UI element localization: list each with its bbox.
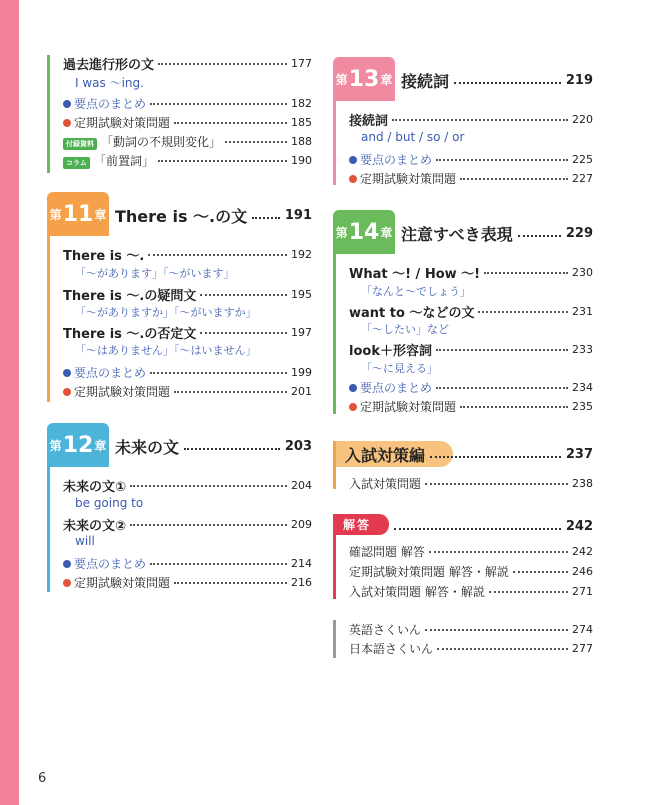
leader-dots xyxy=(460,178,568,180)
leader-dots xyxy=(150,563,287,565)
leader-dots xyxy=(174,582,287,584)
toc-entry[interactable]: 過去進行形の文 177 xyxy=(63,56,312,73)
leader-dots xyxy=(158,160,287,162)
toc-entry[interactable]: There is ～.の疑問文 195 xyxy=(63,287,312,304)
bullet-icon xyxy=(63,369,71,377)
side-color-bar xyxy=(0,0,19,805)
leader-dots xyxy=(252,217,280,219)
leader-dots xyxy=(460,406,568,408)
bullet-icon xyxy=(349,175,357,183)
chapter-11-title[interactable]: There is ～.の文 191 xyxy=(115,206,312,226)
leader-dots xyxy=(518,235,561,237)
toc-note: 「～がありますか」「～がいますか」 xyxy=(75,306,257,319)
bullet-icon xyxy=(63,579,71,587)
chapter-13-title[interactable]: 接続詞 219 xyxy=(401,71,593,91)
toc-note: 「～したい」など xyxy=(361,323,449,336)
page-ref: 177 xyxy=(291,56,312,70)
toc-entry[interactable]: 日本語さくいん 277 xyxy=(349,641,593,656)
toc-note: 「なんと～でしょう」 xyxy=(361,285,471,298)
section-bar xyxy=(333,620,336,658)
column-tag: コラム xyxy=(63,157,90,169)
page-number: 6 xyxy=(38,771,47,786)
section-bar xyxy=(47,236,50,402)
toc-entry[interactable]: 付録資料 「動詞の不規則変化」 188 xyxy=(63,132,312,150)
bullet-icon xyxy=(63,100,71,108)
toc-entry[interactable]: コラム 「前置詞」 190 xyxy=(63,151,312,169)
toc-entry[interactable]: 未来の文① 204 xyxy=(63,478,312,495)
toc-entry[interactable]: want to ～などの文 231 xyxy=(349,304,593,321)
toc-entry[interactable]: 定期試験対策問題 185 xyxy=(63,113,312,131)
leader-dots xyxy=(454,82,561,84)
leader-dots xyxy=(200,294,287,296)
leader-dots xyxy=(394,528,561,530)
toc-entry[interactable]: 未来の文② 209 xyxy=(63,517,312,534)
toc-entry[interactable]: 英語さくいん 274 xyxy=(349,622,593,637)
leader-dots xyxy=(436,159,568,161)
toc-entry[interactable]: 要点のまとめ 234 xyxy=(349,378,593,396)
chapter-12-badge: 第 12 章 xyxy=(47,423,109,467)
answers-title-row: 242 xyxy=(389,516,593,536)
leader-dots xyxy=(392,119,568,121)
leader-dots xyxy=(158,63,287,65)
leader-dots xyxy=(489,591,568,593)
leader-dots xyxy=(150,103,287,105)
toc-entry[interactable]: 定期試験対策問題 201 xyxy=(63,382,312,400)
chapter-14-badge: 第 14 章 xyxy=(333,210,395,254)
leader-dots xyxy=(148,254,287,256)
leader-dots xyxy=(174,391,287,393)
section-bar xyxy=(333,254,336,414)
bullet-icon xyxy=(349,403,357,411)
answers-header[interactable]: 解答 xyxy=(333,514,389,535)
toc-entry[interactable]: There is ～. 192 xyxy=(63,247,312,264)
toc-entry[interactable]: 定期試験対策問題 227 xyxy=(349,169,593,187)
chapter-14-title[interactable]: 注意すべき表現 229 xyxy=(401,224,593,244)
section-bar xyxy=(47,467,50,592)
toc-entry[interactable]: 要点のまとめ 214 xyxy=(63,554,312,572)
toc-entry[interactable]: What ～! / How ～! 230 xyxy=(349,265,593,282)
leader-dots xyxy=(484,272,568,274)
section-bar xyxy=(333,514,336,599)
bullet-icon xyxy=(349,156,357,164)
toc-entry[interactable]: 接続詞 220 xyxy=(349,112,593,129)
toc-note: will xyxy=(75,534,95,548)
toc-entry[interactable]: 入試対策問題 238 xyxy=(349,476,593,491)
appendix-tag: 付録資料 xyxy=(63,138,97,150)
section-bar xyxy=(333,101,336,185)
leader-dots xyxy=(429,551,568,553)
leader-dots xyxy=(200,332,287,334)
leader-dots xyxy=(174,122,287,124)
toc-note: be going to xyxy=(75,496,144,510)
leader-dots xyxy=(513,571,568,573)
bullet-icon xyxy=(63,560,71,568)
chapter-13-badge: 第 13 章 xyxy=(333,57,395,101)
toc-entry[interactable]: There is ～.の否定文 197 xyxy=(63,325,312,342)
toc-entry[interactable]: 定期試験対策問題 235 xyxy=(349,397,593,415)
toc-note: 「～に見える」 xyxy=(361,362,438,375)
toc-note: 「～はありません」「～はいません」 xyxy=(75,344,257,357)
toc-entry[interactable]: 要点のまとめ 225 xyxy=(349,150,593,168)
toc-entry[interactable]: look＋形容詞 233 xyxy=(349,342,593,359)
toc-left-column xyxy=(47,0,312,805)
toc-entry[interactable]: 要点のまとめ 199 xyxy=(63,363,312,381)
leader-dots xyxy=(436,349,568,351)
leader-dots xyxy=(425,483,568,485)
toc-right-column xyxy=(331,0,601,805)
section-bar xyxy=(47,55,50,173)
chapter-11-badge: 第 11 章 xyxy=(47,192,109,236)
section-bar xyxy=(333,441,336,489)
toc-entry[interactable]: 定期試験対策問題 解答・解説 246 xyxy=(349,564,593,579)
toc-entry[interactable]: 定期試験対策問題 216 xyxy=(63,573,312,591)
toc-note: and / but / so / or xyxy=(361,130,465,144)
toc-entry[interactable]: 確認問題 解答 242 xyxy=(349,544,593,559)
leader-dots xyxy=(150,372,287,374)
leader-dots xyxy=(436,387,568,389)
bullet-icon xyxy=(63,119,71,127)
toc-note: 「～があります」「～がいます」 xyxy=(75,267,235,280)
leader-dots xyxy=(478,311,568,313)
entrance-title[interactable]: 入試対策編 237 xyxy=(345,445,593,465)
toc-entry[interactable]: 要点のまとめ 182 xyxy=(63,94,312,112)
leader-dots xyxy=(437,648,568,650)
chapter-12-title[interactable]: 未来の文 203 xyxy=(115,437,312,457)
leader-dots xyxy=(425,629,568,631)
toc-entry[interactable]: 入試対策問題 解答・解説 271 xyxy=(349,584,593,599)
bullet-icon xyxy=(349,384,357,392)
bullet-icon xyxy=(63,388,71,396)
leader-dots xyxy=(184,448,280,450)
leader-dots xyxy=(225,141,287,143)
leader-dots xyxy=(430,456,561,458)
leader-dots xyxy=(130,485,287,487)
toc-note: I was ～ing. xyxy=(75,76,144,90)
leader-dots xyxy=(130,524,287,526)
